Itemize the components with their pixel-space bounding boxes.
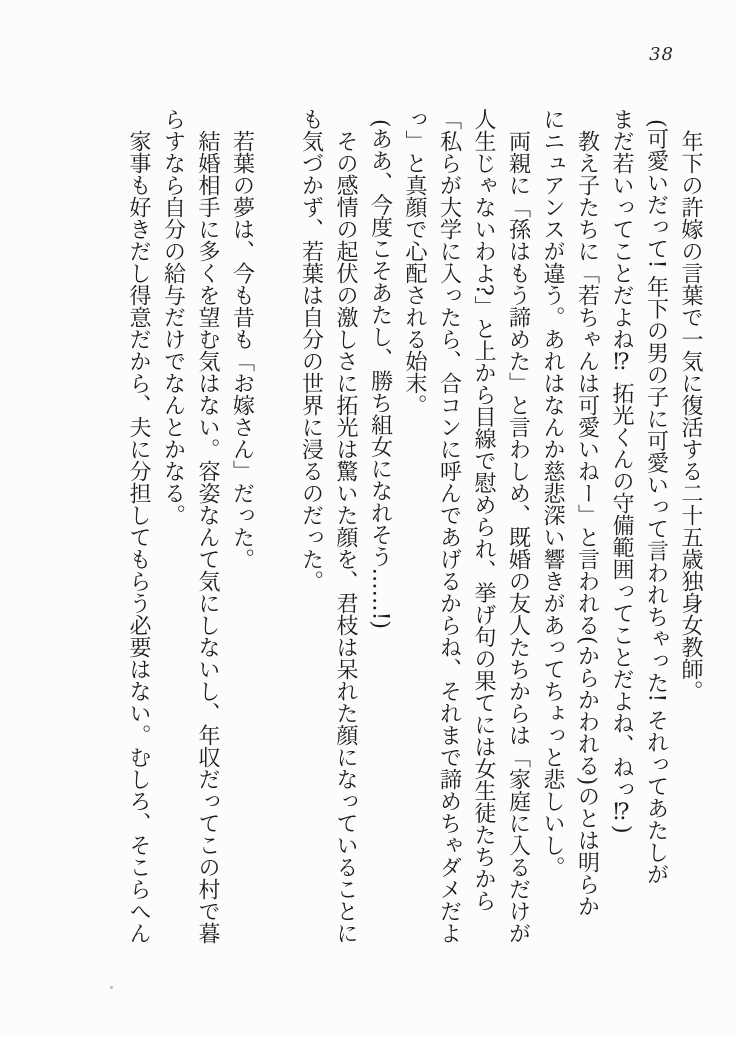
text-column: らすなら自分の給与だけでなんとかなる。 <box>160 108 186 526</box>
text-column: 「私らが大学に入ったら、合コンに呼んであげるからね、それまで諦めちゃダメだよ <box>436 108 462 944</box>
text-column: にニュアンスが違う。あれはなんか慈悲深い響きがあってちょっと悲しいし。 <box>540 108 565 878</box>
text-column: っ」と真顔で心配される始末。 <box>402 108 427 416</box>
text-column: まだ若いってことだよね⁉ 拓光くんの守備範囲ってことだよね、ねっ⁉) <box>609 108 634 834</box>
text-column: も気づかず、若葉は自分の世界に浸るのだった。 <box>298 108 324 592</box>
text-column: その感情の起伏の激しさに拓光は驚いた顔を、君枝は呆れた顔になっていることに <box>333 130 358 944</box>
page-number: 38 <box>649 44 674 65</box>
text-column: 人生じゃないわよ?」と上から目線で慰められ、挙げ句の果てには女生徒たちから <box>471 108 496 912</box>
text-column: 教え子たちに「若ちゃんは可愛いねー」と言われる(からかわれる)のとは明らか <box>574 130 600 918</box>
text-column: 結婚相手に多くを望む気はない。容姿なんて気にしないし、年収だってこの村で暮 <box>195 130 220 944</box>
text-column: 家事も好きだし得意だから、夫に分担してもらう必要はない。むしろ、そこらへん <box>126 130 151 944</box>
text-block <box>121 108 708 960</box>
text-column: (ああ、今度こそあたし、勝ち組女になれそう……!) <box>367 119 393 630</box>
section-break <box>259 108 294 960</box>
text-column: 若葉の夢は、今も昔も「お嫁さん」だった。 <box>229 130 255 570</box>
text-column: (可愛いだって! 年下の男の子に可愛いって言われちゃった! それってあたしが <box>643 119 669 886</box>
text-column: 両親に「孫はもう諦めた」と言わしめ、既婚の友人たちからは「家庭に入るだけが <box>505 130 531 944</box>
text-column: 年下の許嫁の言葉で一気に復活する二十五歳独身女教師。 <box>678 130 703 702</box>
print-speck <box>110 986 113 989</box>
